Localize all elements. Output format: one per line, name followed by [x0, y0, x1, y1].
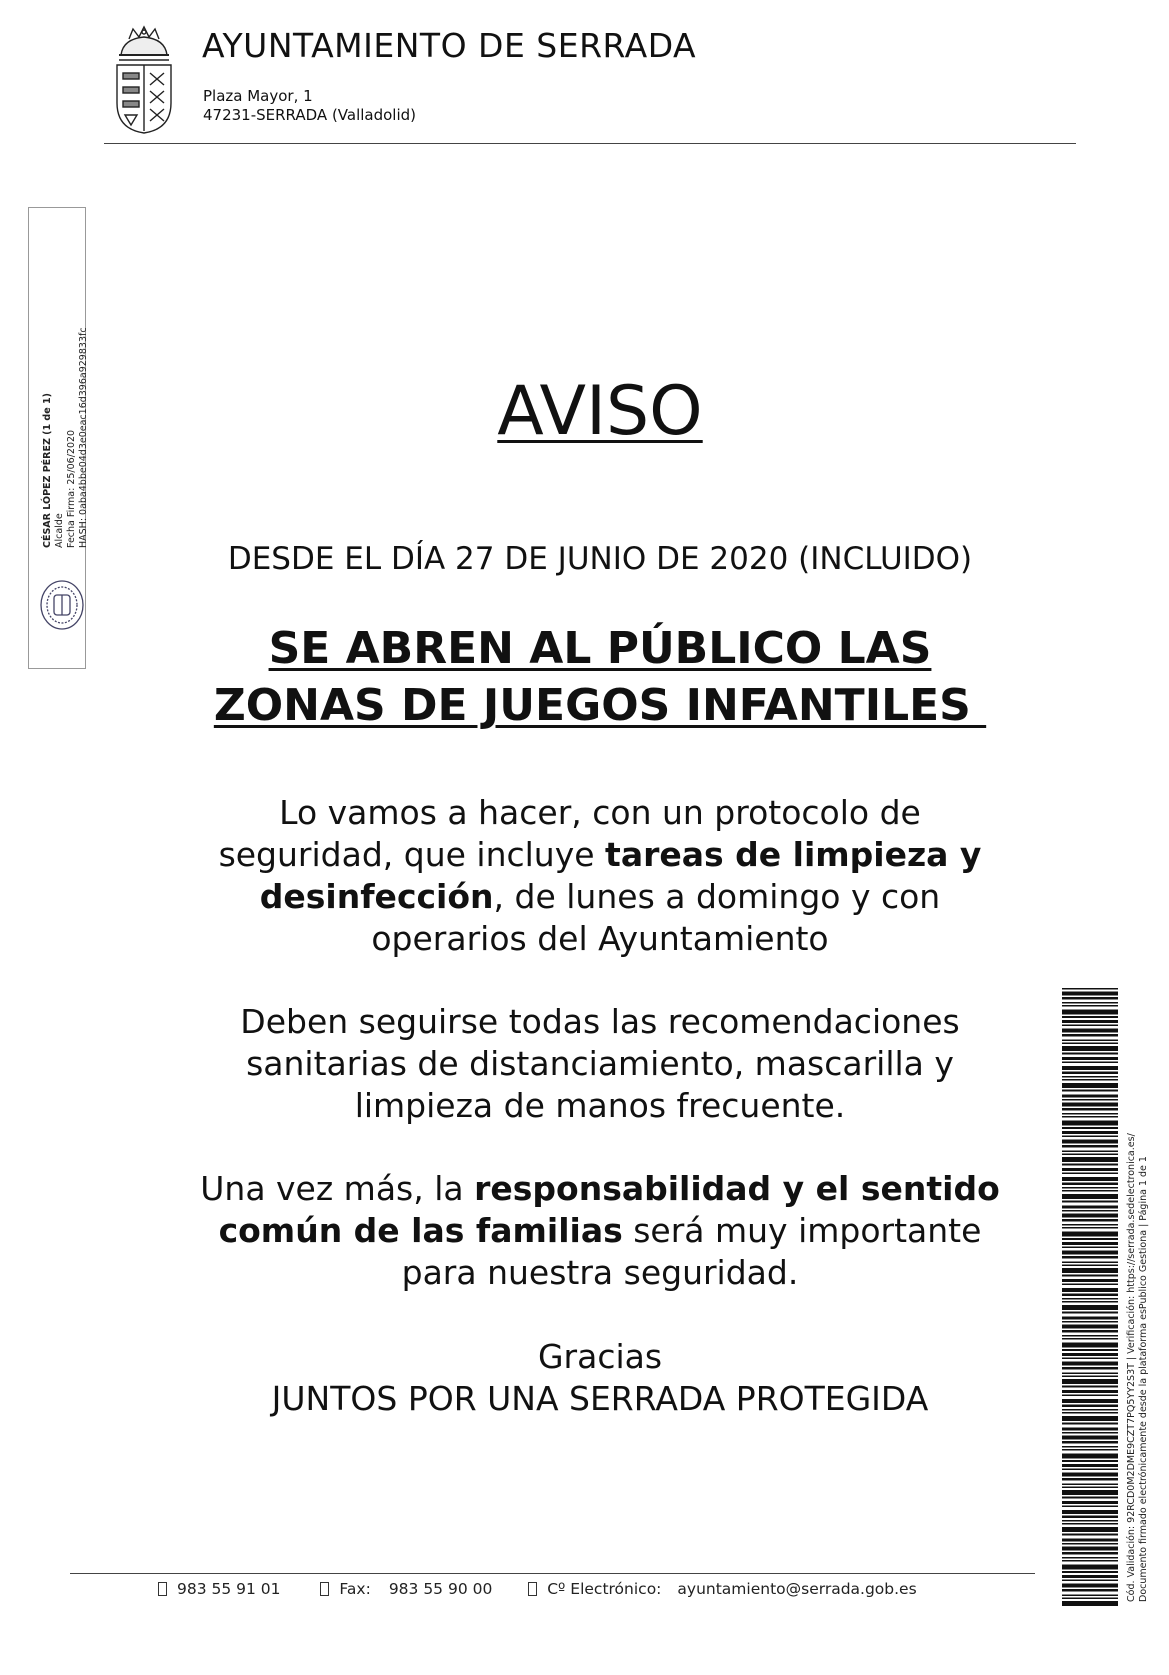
p1-line-1: Lo vamos a hacer, con un protocolo de	[279, 793, 921, 832]
validation-line-1: Cód. Validación: 92RCD0M2DME9CZT7PQ5YY2S3T | Verificación: https://serrada.sedelectronica.es/	[1126, 1133, 1137, 1602]
email-icon	[528, 1582, 537, 1596]
validation-info	[1126, 1133, 1150, 1602]
p2-line-2: sanitarias de distanciamiento, mascarilla y	[246, 1044, 954, 1083]
p1-text: seguridad, que incluye	[218, 835, 606, 874]
fax-label: Fax:	[339, 1580, 371, 1598]
signer-role: Alcalde	[54, 513, 65, 548]
p3-bold-1: responsabilidad y el sentido	[474, 1169, 1000, 1208]
p1-line-4: operarios del Ayuntamiento	[371, 919, 829, 958]
organization-name: AYUNTAMIENTO DE SERRADA	[202, 26, 697, 65]
signer-name: CÉSAR LÓPEZ PÉREZ (1 de 1)	[42, 393, 53, 548]
p1-bold-2: desinfección	[259, 877, 494, 916]
signature-hash: HASH: 0aba4bbe04d3e0eac16d396a929833fc	[78, 327, 89, 548]
footer-contact	[158, 1580, 917, 1598]
p3-bold-2: común de las familias	[218, 1211, 623, 1250]
p2-line-3: limpieza de manos frecuente.	[354, 1086, 846, 1125]
signature-date: Fecha Firma: 25/06/2020	[66, 429, 77, 548]
headline-line-2: ZONAS DE JUEGOS INFANTILES	[213, 680, 987, 731]
p3-text: Una vez más, la	[200, 1169, 475, 1208]
phone-icon	[158, 1582, 167, 1596]
paragraph-protocol	[110, 792, 1090, 960]
p1-bold-1: tareas de limpieza y	[605, 835, 982, 874]
p1-text-2: , de lunes a domingo y con	[493, 877, 941, 916]
notice-headline	[110, 620, 1090, 734]
email-link[interactable]: ayuntamiento@serrada.gob.es	[677, 1580, 917, 1598]
municipal-crest-icon	[111, 25, 177, 135]
p3-text-2: será muy importante	[622, 1211, 982, 1250]
footer-divider	[70, 1573, 1035, 1574]
headline-line-1: SE ABREN AL PÚBLICO LAS	[268, 623, 932, 674]
effective-date: DESDE EL DÍA 27 DE JUNIO DE 2020 (INCLUIDO)	[227, 541, 973, 577]
email-label: Cº Electrónico:	[547, 1580, 662, 1598]
official-seal-icon	[39, 579, 85, 631]
address-line-2: 47231-SERRADA (Valladolid)	[203, 106, 417, 124]
p2-line-1: Deben seguirse todas las recomendaciones	[240, 1002, 960, 1041]
notice-title: AVISO	[497, 372, 703, 451]
header-divider	[104, 143, 1076, 144]
validation-barcode	[1062, 988, 1118, 1608]
fax-number: 983 55 90 00	[388, 1580, 493, 1598]
p3-line-3: para nuestra seguridad.	[401, 1253, 799, 1292]
fax-icon	[320, 1582, 329, 1596]
paragraph-recommendations	[110, 1001, 1090, 1127]
phone-number: 983 55 91 01	[177, 1580, 281, 1598]
validation-line-2: Documento firmado electrónicamente desde la plataforma esPublico Gestiona | Página 1 de 1	[1138, 1156, 1149, 1602]
signature-info	[42, 327, 90, 548]
motto-text: JUNTOS POR UNA SERRADA PROTEGIDA	[271, 1379, 929, 1418]
address-line-1: Plaza Mayor, 1	[203, 87, 313, 105]
paragraph-responsibility	[110, 1168, 1090, 1294]
thanks-text: Gracias	[537, 1337, 663, 1376]
